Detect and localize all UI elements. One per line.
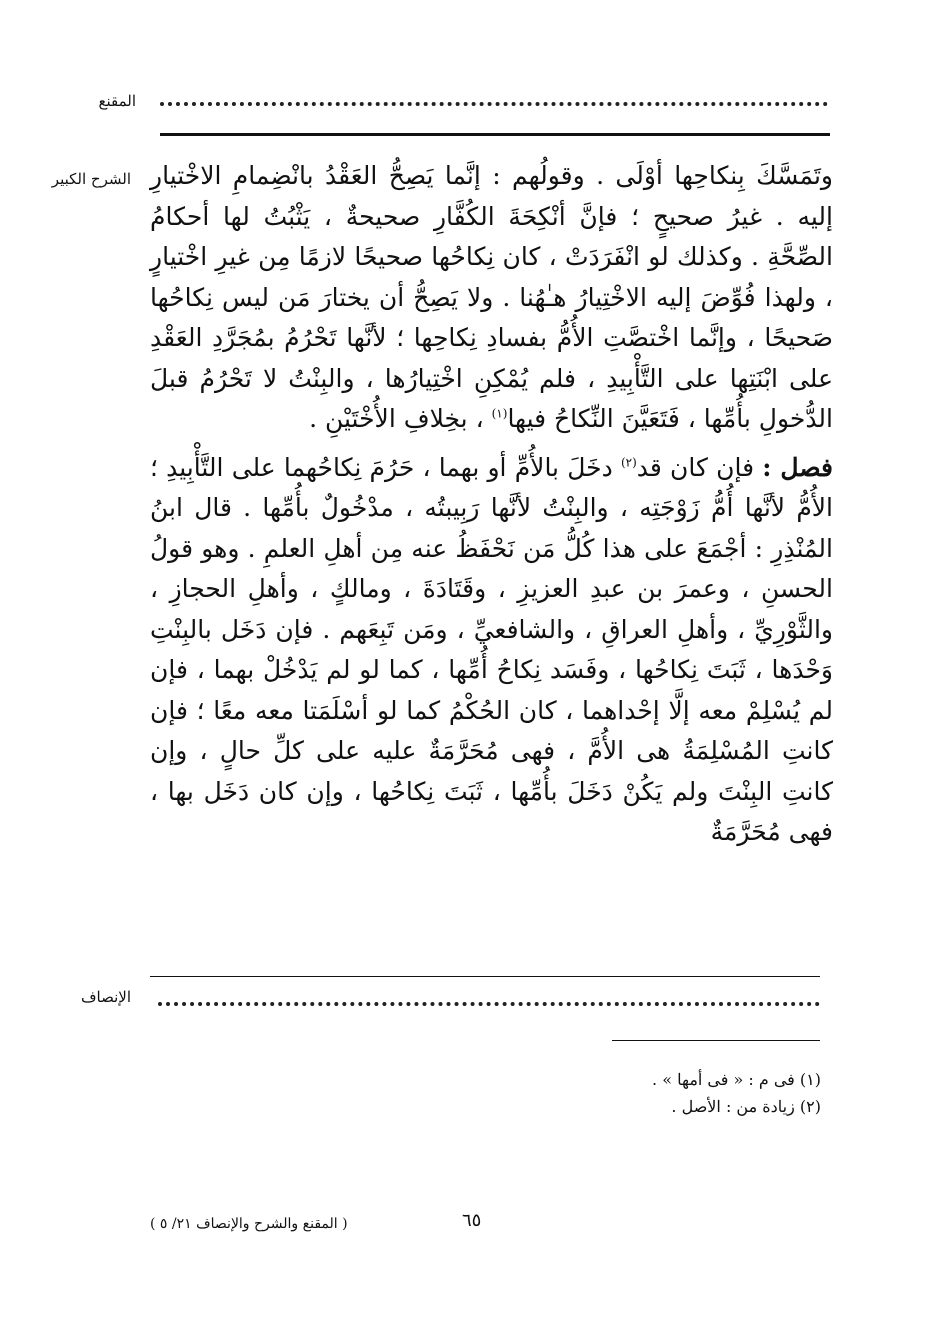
footnote-1: (١) فى م : « فى أمها » .: [652, 1070, 821, 1089]
muqni-dotted-placeholder: [160, 102, 828, 106]
footnotes: [652, 1066, 821, 1120]
paragraph-1-text: وتَمَسَّكَ بِنكاحِها أوْلَى . وقولُهم : إنَّما يَصِحُّ العَقْدُ بانْضِمامِ الاخْتيارِ إليه . غيرُ صحيحٍ ؛ فإنَّ أنْكِحَةَ الكُفَّارِ صحيحةٌ ، يَثْبُتُ لها أحكامُ الصِّحَّةِ . وكذلك لو انْفَرَدَتْ ، كان نِكاحُها صحيحًا لازمًا مِن غيرِ اخْتيارٍ ، ولهذا فُوِّضَ إليه الاخْتِيارُ هـٰهُنا . ولا يَصِحُّ أن يختارَ مَن ليس نِكاحُها صَحيحًا ، وإنَّما اخْتصَّتِ الأُمُّ بفسادِ نِكاحِها ؛ لأنَّها تَحْرُمُ بمُجَرَّدِ العَقْدِ على ابْنَتِها على التَّأْبِيدِ ، فلم يُمْكِنِ اخْتِيارُها ، والبِنْتُ لا تَحْرُمُ قبلَ الدُّخولِ بأُمِّها ، فَتَعَيَّنَ النِّكاحُ فيها: [150, 161, 833, 433]
bottom-rule-divider: [150, 976, 820, 977]
footnote-marker-2: (٢): [620, 455, 637, 470]
paragraph-2-text: دخَلَ بالأُمِّ أو بهما ، حَرُمَ نِكاحُهما على التَّأْبِيدِ ؛ الأُمُّ لأنَّها أُمُّ زَوْجَتِه ، والبِنْتُ لأنَّها رَبِيبتُه ، مدْخُولٌ بأُمِّها . قال ابنُ المُنْذِرِ : أجْمَعَ على هذا كُلُّ مَن نَحْفَظُ عنه مِن أهلِ العلمِ . وهو قولُ الحسنِ ، وعمرَ بن عبدِ العزيزِ ، وقَتَادَةَ ، ومالكٍ ، وأهلِ الحجازِ ، والثَّوْرِيِّ ، وأهلِ العراقِ ، والشافعيِّ ، ومَن تَبِعَهم . فإن دَخَل بالبِنْتِ وَحْدَها ، ثَبَتَ نِكاحُها ، وفَسَد نِكاحُ أُمِّها ، كما لو لم يَدْخُلْ بهما ، فإن لم يُسْلِمْ معه إلَّا إحْداهما ، كان الحُكْمُ كما لو أسْلَمَتا معه معًا ؛ فإن كانتِ المُسْلِمَةُ هى الأُمَّ ، فهى مُحَرَّمَةٌ عليه على كلِّ حالٍ ، وإن كانتِ البِنْتَ ولم يَكُنْ دَخَلَ بأُمِّها ، ثَبَتَ نِكاحُها ، وإن كان دَخَل بها ، فهى مُحَرَّمَةٌ: [150, 452, 833, 846]
footnote-2: (٢) زيادة من : الأصل .: [671, 1097, 821, 1116]
insaf-dotted-placeholder: [158, 1002, 820, 1006]
paragraph-2-start-text: فإن كان قد: [636, 452, 763, 482]
top-rule-divider: [160, 133, 830, 136]
paragraph-1-end-text: ، بخِلافِ الأُخْتَيْنِ .: [309, 404, 492, 433]
footnote-marker-1: (١): [491, 406, 508, 421]
source-reference: ( المقنع والشرح والإنصاف ٢١/ ٥ ): [150, 1216, 348, 1232]
footnote-separator-rule: [612, 1040, 820, 1041]
sharh-margin-label: الشرح الكبير: [51, 170, 131, 188]
sharh-paragraph-1: [150, 156, 833, 440]
fasl-heading: فصل :: [762, 452, 833, 482]
sharh-body-text: [150, 156, 833, 853]
muqni-margin-label: المقنع: [98, 92, 136, 110]
insaf-margin-label: الإنصاف: [80, 988, 131, 1006]
page-number: ٦٥: [462, 1210, 482, 1231]
sharh-paragraph-2: [150, 448, 833, 853]
